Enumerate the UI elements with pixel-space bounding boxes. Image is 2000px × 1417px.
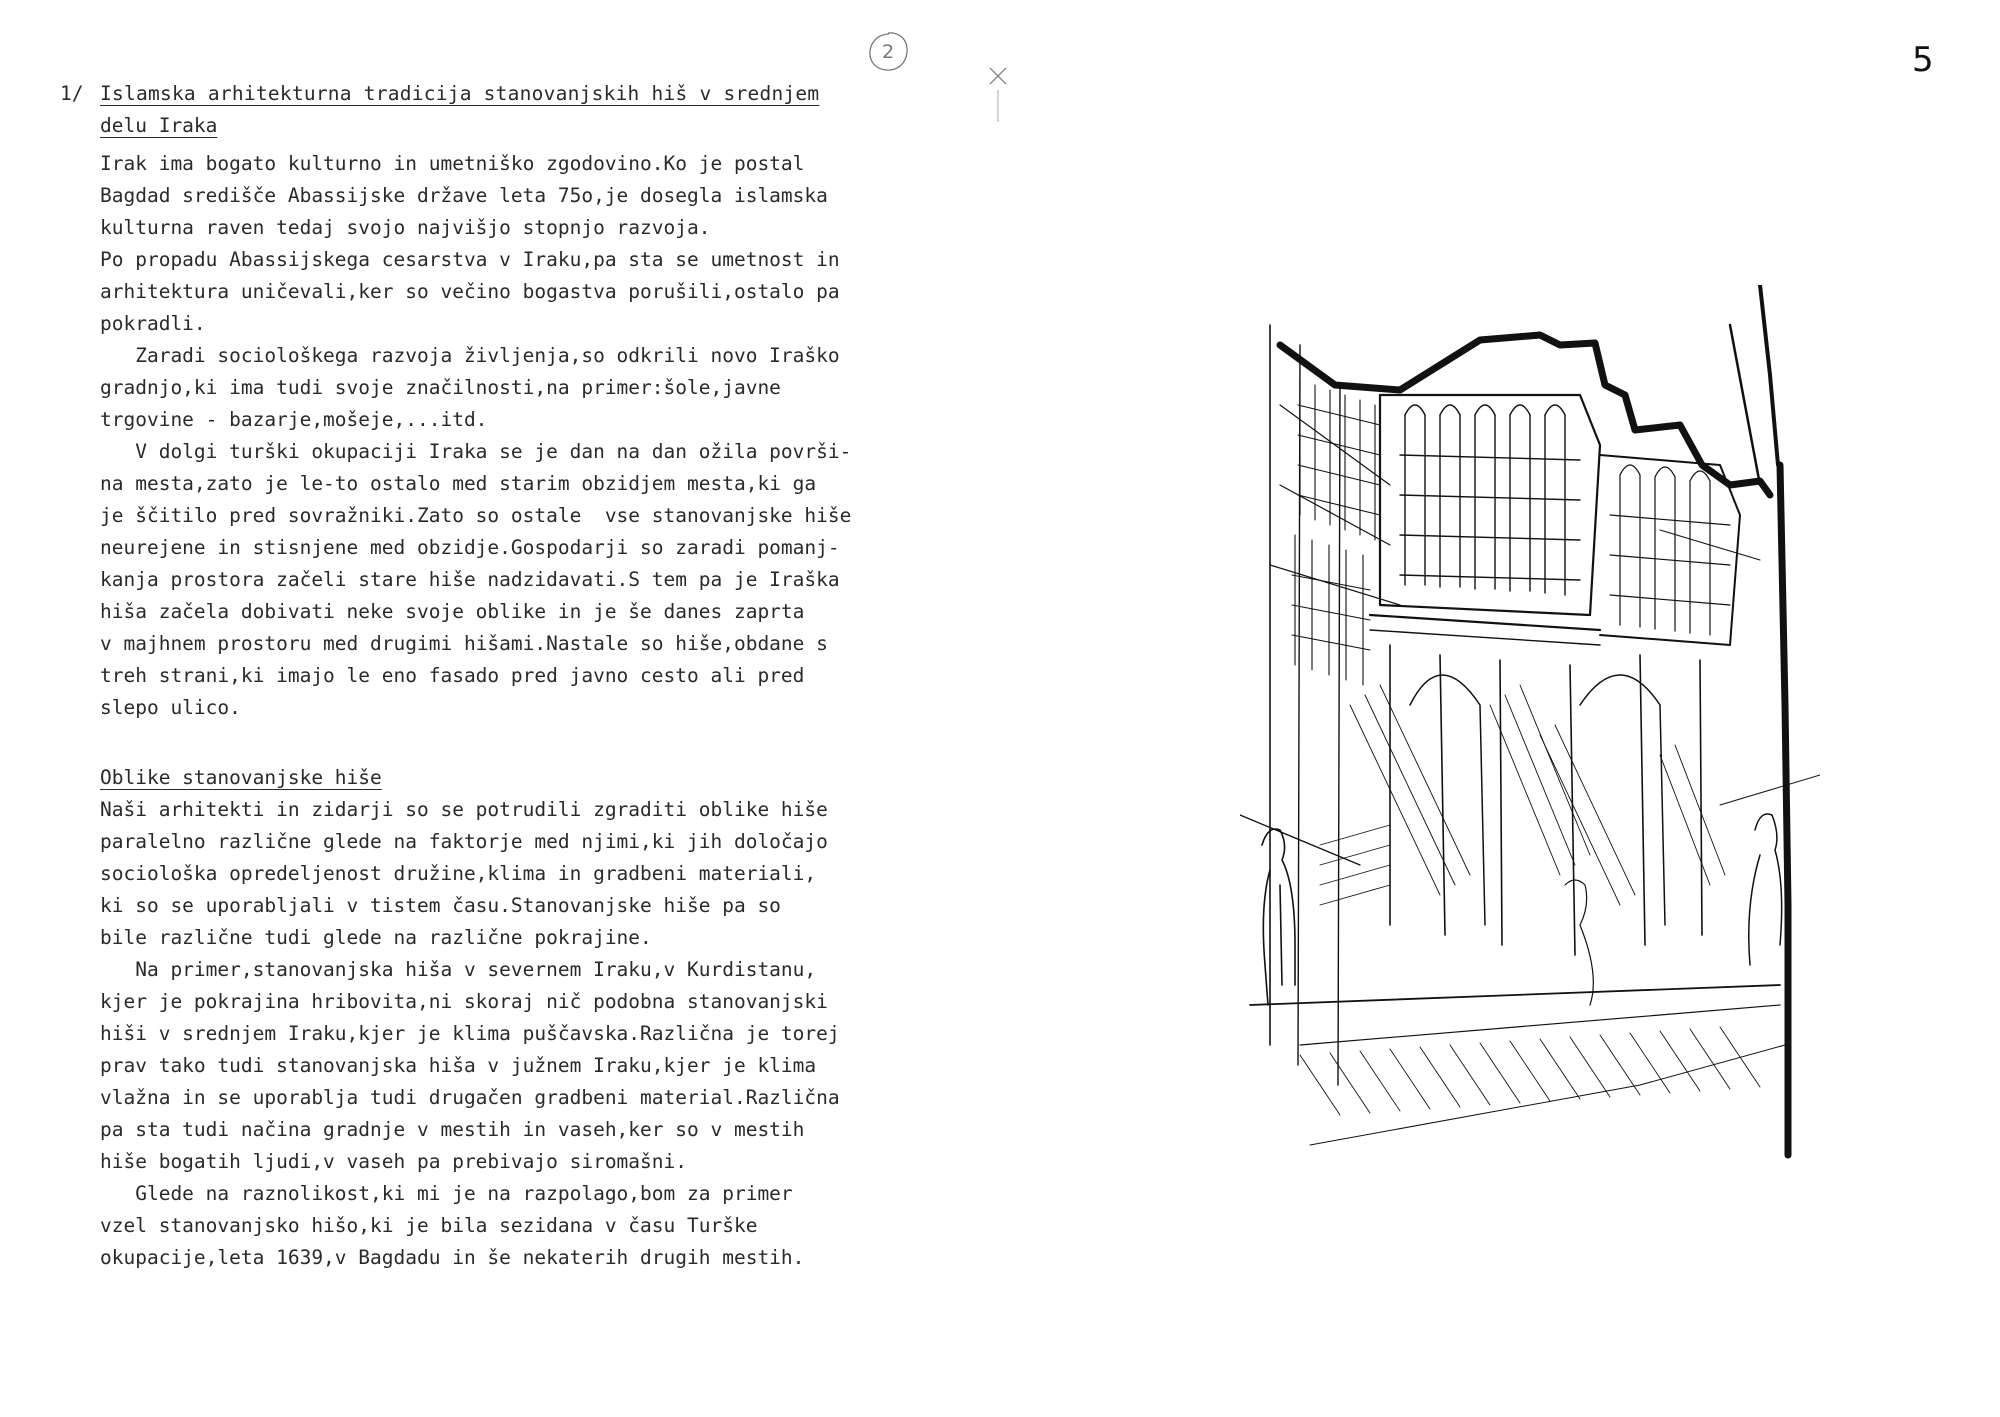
text-line: je ščitilo pred sovražniki.Zato so ostale vse stanovanjske hiše [100, 504, 852, 527]
text-line: vlažna in se uporablja tudi drugačen gradbeni material.Različna [100, 1086, 840, 1109]
text-line: Zaradi sociološkega razvoja življenja,so odkrili novo Iraško [100, 344, 840, 367]
street-sketch-illustration [1240, 285, 1820, 1165]
text-line: kulturna raven tedaj svojo najvišjo stopnjo razvoja. [100, 216, 711, 239]
text-line: bile različne tudi glede na različne pokrajine. [100, 926, 652, 949]
text-line: kjer je pokrajina hribovita,ni skoraj nič podobna stanovanjski [100, 990, 828, 1013]
heading-line-1: Islamska arhitekturna tradicija stanovanjskih hiš v srednjem [100, 82, 820, 105]
text-line: ki so se uporabljali v tistem času.Stanovanjske hiše pa so [100, 894, 781, 917]
text-line: Irak ima bogato kulturno in umetniško zgodovino.Ko je postal [100, 152, 805, 175]
text-line: sociološka opredeljenost družine,klima in gradbeni materiali, [100, 862, 817, 885]
circled-number-text: 2 [881, 41, 895, 63]
circled-page-mark [866, 30, 910, 74]
text-line: V dolgi turški okupaciji Iraka se je dan na dan ožila površi- [100, 440, 852, 463]
text-line: trgovine - bazarje,mošeje,...itd. [100, 408, 488, 431]
subheading-house-forms: Oblike stanovanjske hiše [100, 766, 382, 789]
text-line: Naši arhitekti in zidarji so se potrudili zgraditi oblike hiše [100, 798, 828, 821]
text-line: Na primer,stanovanjska hiša v severnem Iraku,v Kurdistanu, [100, 958, 817, 981]
text-line: gradnjo,ki ima tudi svoje značilnosti,na primer:šole,javne [100, 376, 781, 399]
text-line: vzel stanovanjsko hišo,ki je bila sezidana v času Turške [100, 1214, 758, 1237]
text-line: na mesta,zato je le-to ostalo med starim obzidjem mesta,ki ga [100, 472, 817, 495]
section1-body [100, 148, 960, 724]
x-mark-icon [986, 60, 1010, 140]
page-number: 5 [1912, 40, 1934, 80]
text-line: prav tako tudi stanovanjska hiša v južnem Iraku,kjer je klima [100, 1054, 817, 1077]
text-line: Bagdad središče Abassijske države leta 75o,je dosegla islamska [100, 184, 828, 207]
text-line: okupacije,leta 1639,v Bagdadu in še nekaterih drugih mestih. [100, 1246, 805, 1269]
text-line: pokradli. [100, 312, 206, 335]
text-line: treh strani,ki imajo le eno fasado pred javno cesto ali pred [100, 664, 805, 687]
text-line: kanja prostora začeli stare hiše nadzidavati.S tem pa je Iraška [100, 568, 840, 591]
text-line: v majhnem prostoru med drugimi hišami.Nastale so hiše,obdane s [100, 632, 828, 655]
text-line: hiši v srednjem Iraku,kjer je klima puščavska.Različna je torej [100, 1022, 840, 1045]
section2-body [100, 794, 960, 1274]
text-line: paralelno različne glede na faktorje med njimi,ki jih določajo [100, 830, 828, 853]
text-line: slepo ulico. [100, 696, 241, 719]
heading-number: 1/ [60, 82, 84, 105]
text-line: pa sta tudi načina gradnje v mestih in vaseh,ker so v mestih [100, 1118, 805, 1141]
heading-line-2: delu Iraka [100, 114, 218, 137]
text-line: hiša začela dobivati neke svoje oblike in je še danes zaprta [100, 600, 805, 623]
text-line: Glede na raznolikost,ki mi je na razpolago,bom za primer [100, 1182, 793, 1205]
text-line: arhitektura uničevali,ker so večino bogastva porušili,ostalo pa [100, 280, 840, 303]
text-line: neurejene in stisnjene med obzidje.Gospodarji so zaradi pomanj- [100, 536, 840, 559]
heading-title [100, 78, 920, 142]
text-line: Po propadu Abassijskega cesarstva v Iraku,pa sta se umetnost in [100, 248, 840, 271]
text-line: hiše bogatih ljudi,v vaseh pa prebivajo siromašni. [100, 1150, 687, 1173]
